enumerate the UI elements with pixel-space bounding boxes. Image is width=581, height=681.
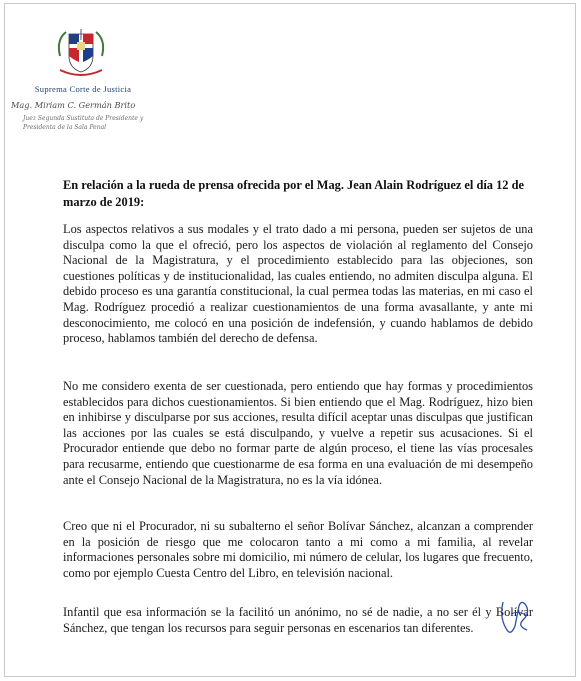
- letter-heading: En relación a la rueda de prensa ofrecida por el Mag. Jean Alain Rodríguez el día 12 de marzo de 2019:: [63, 178, 524, 209]
- handwritten-signature: [497, 596, 537, 640]
- organization-name: Suprema Corte de Justicia: [34, 84, 132, 94]
- magistrate-name: Mag. Miriam C. Germán Brito: [11, 100, 136, 110]
- letter-page: [4, 3, 576, 677]
- paragraph: Infantil que esa información se la facilitó un anónimo, no sé de nadie, a no ser él y Bolívar Sánchez, que tengan los recursos para seguir personas en escenarios tan diferentes.: [63, 605, 533, 635]
- magistrate-role: Juez Segunda Sustituta de Presidente y Presidenta de la Sala Penal: [23, 115, 144, 131]
- paragraph: Creo que ni el Procurador, ni su subalterno el señor Bolívar Sánchez, alcanzan a comprender en la posición de riesgo que me colocaron tanto a mi como a mi familia, al revelar informaciones personales sobre mi domicilio, mi número de celular, los lugares que frecuento, como por ejemplo Cuesta Centro del Libro, en televisión nacional.: [63, 519, 533, 580]
- paragraph: No me considero exenta de ser cuestionada, pero entiendo que hay formas y procedimientos establecidos para dichos cuestionamientos. Si bien entiendo que el Mag. Rodríguez, hizo bien en inhibirse y disculparse por sus acciones, resulta difícil aceptar unas disculpas que justifican las acciones por las cuales se está disculpando, y vuelve a repetir sus acusaciones. Si el Procurador entiende que debo no formar parte de algún proceso, el tiene las vías procesales para recusarme, entiendo que cuestionarme de esa forma en una evaluación de mi desempeño ante el Consejo Nacional de la Magistratura, no es la vía idónea.: [63, 379, 533, 487]
- coat-of-arms-icon: [52, 26, 110, 80]
- paragraph: Los aspectos relativos a sus modales y el trato dado a mi persona, pueden ser sujetos de una disculpa como la que el ofreció, pero los aspectos de violación al reglamento del Consejo Nacional de la Magistratura, y el procedimiento establecido para las objeciones, son cuestiones políticas y de institucionalidad, las cuales entiendo, no admiten disculpa alguna. El debido proceso es una garantía constitucional, la cual permea todas las materias, en mi caso el Mag. Rodríguez procedió a realizar cuestionamientos de una forma avasallante, y ante mi desconocimiento, me colocó en una posición de indefensión, y cuando hablamos de debido proceso, hablamos también del derecho de defensa.: [63, 222, 533, 346]
